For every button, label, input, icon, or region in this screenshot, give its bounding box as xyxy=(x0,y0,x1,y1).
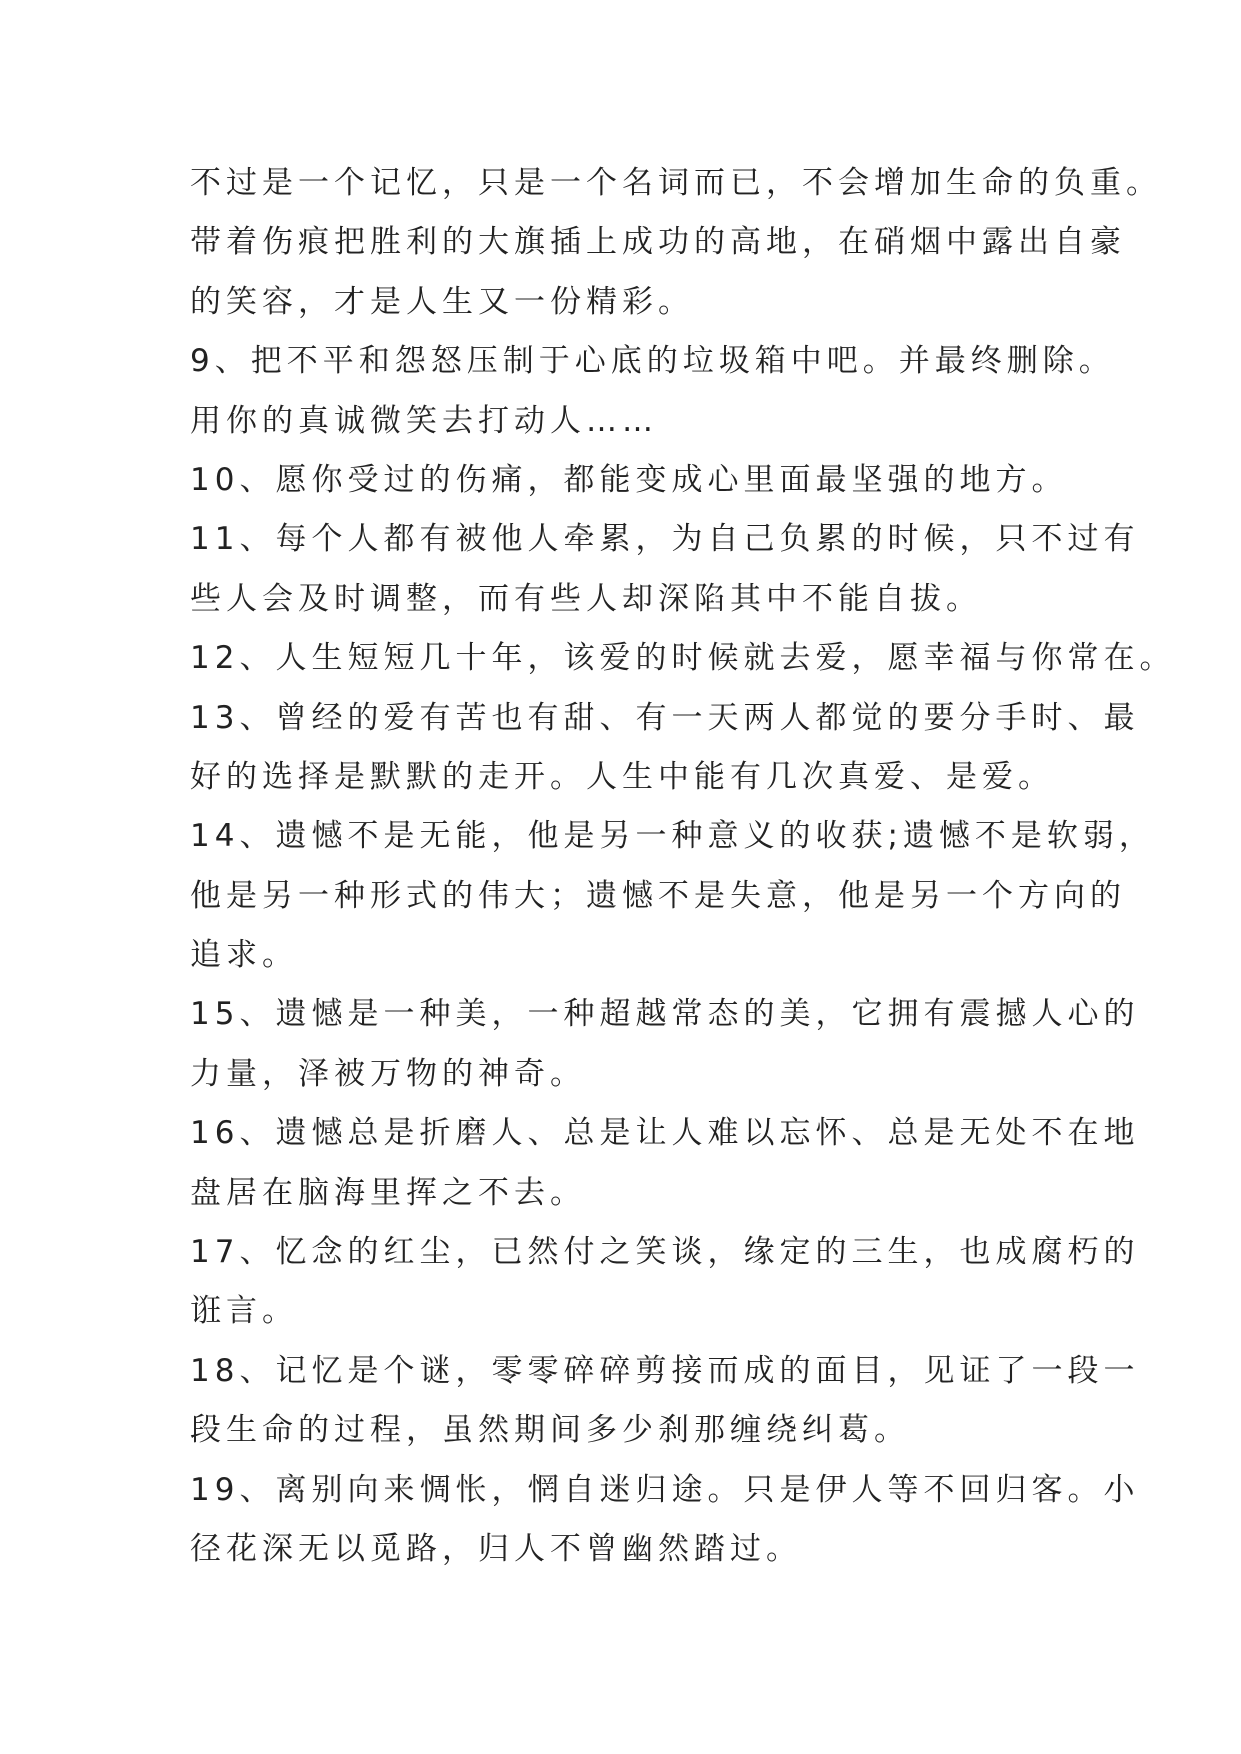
text-line: 带着伤痕把胜利的大旗插上成功的高地，在硝烟中露出自豪 xyxy=(190,224,1126,261)
text-line: 11、每个人都有被他人牵累，为自己负累的时候，只不过有 xyxy=(190,521,1140,558)
text-line: 15、遗憾是一种美，一种超越常态的美，它拥有震撼人心的 xyxy=(190,996,1140,1033)
text-line: 9、把不平和怨怒压制于心底的垃圾箱中吧。并最终删除。 xyxy=(190,343,1115,380)
text-line: 径花深无以觅路，归人不曾幽然踏过。 xyxy=(190,1530,802,1567)
text-line: 的笑容，才是人生又一份精彩。 xyxy=(190,283,694,320)
text-line: 用你的真诚微笑去打动人…… xyxy=(190,402,658,439)
text-line: 他是另一种形式的伟大；遗憾不是失意，他是另一个方向的 xyxy=(190,877,1126,914)
text-line: 诳言。 xyxy=(190,1293,298,1330)
document-body xyxy=(190,154,1176,1579)
text-line: 19、离别向来惆怅，惘自迷归途。只是伊人等不回归客。小 xyxy=(190,1471,1140,1508)
text-line: 17、忆念的红尘，已然付之笑谈，缘定的三生，也成腐朽的 xyxy=(190,1234,1140,1271)
text-line: 10、愿你受过的伤痛，都能变成心里面最坚强的地方。 xyxy=(190,461,1068,498)
text-line: 盘居在脑海里挥之不去。 xyxy=(190,1174,586,1211)
text-line: 好的选择是默默的走开。人生中能有几次真爱、是爱。 xyxy=(190,758,1054,795)
text-line: 12、人生短短几十年，该爱的时候就去爱，愿幸福与你常在。 xyxy=(190,640,1176,677)
text-line: 18、记忆是个谜，零零碎碎剪接而成的面目，见证了一段一 xyxy=(190,1352,1140,1389)
text-line: 13、曾经的爱有苦也有甜、有一天两人都觉的要分手时、最 xyxy=(190,699,1140,736)
text-line: 14、遗憾不是无能，他是另一种意义的收获;遗憾不是软弱， xyxy=(190,818,1155,855)
text-line: 16、遗憾总是折磨人、总是让人难以忘怀、总是无处不在地 xyxy=(190,1115,1140,1152)
text-line: 段生命的过程，虽然期间多少刹那缠绕纠葛。 xyxy=(190,1412,910,1449)
text-line: 些人会及时调整，而有些人却深陷其中不能自拔。 xyxy=(190,580,982,617)
text-line: 追求。 xyxy=(190,937,298,974)
text-line: 力量，泽被万物的神奇。 xyxy=(190,1055,586,1092)
text-line: 不过是一个记忆，只是一个名词而已，不会增加生命的负重。 xyxy=(190,165,1162,201)
